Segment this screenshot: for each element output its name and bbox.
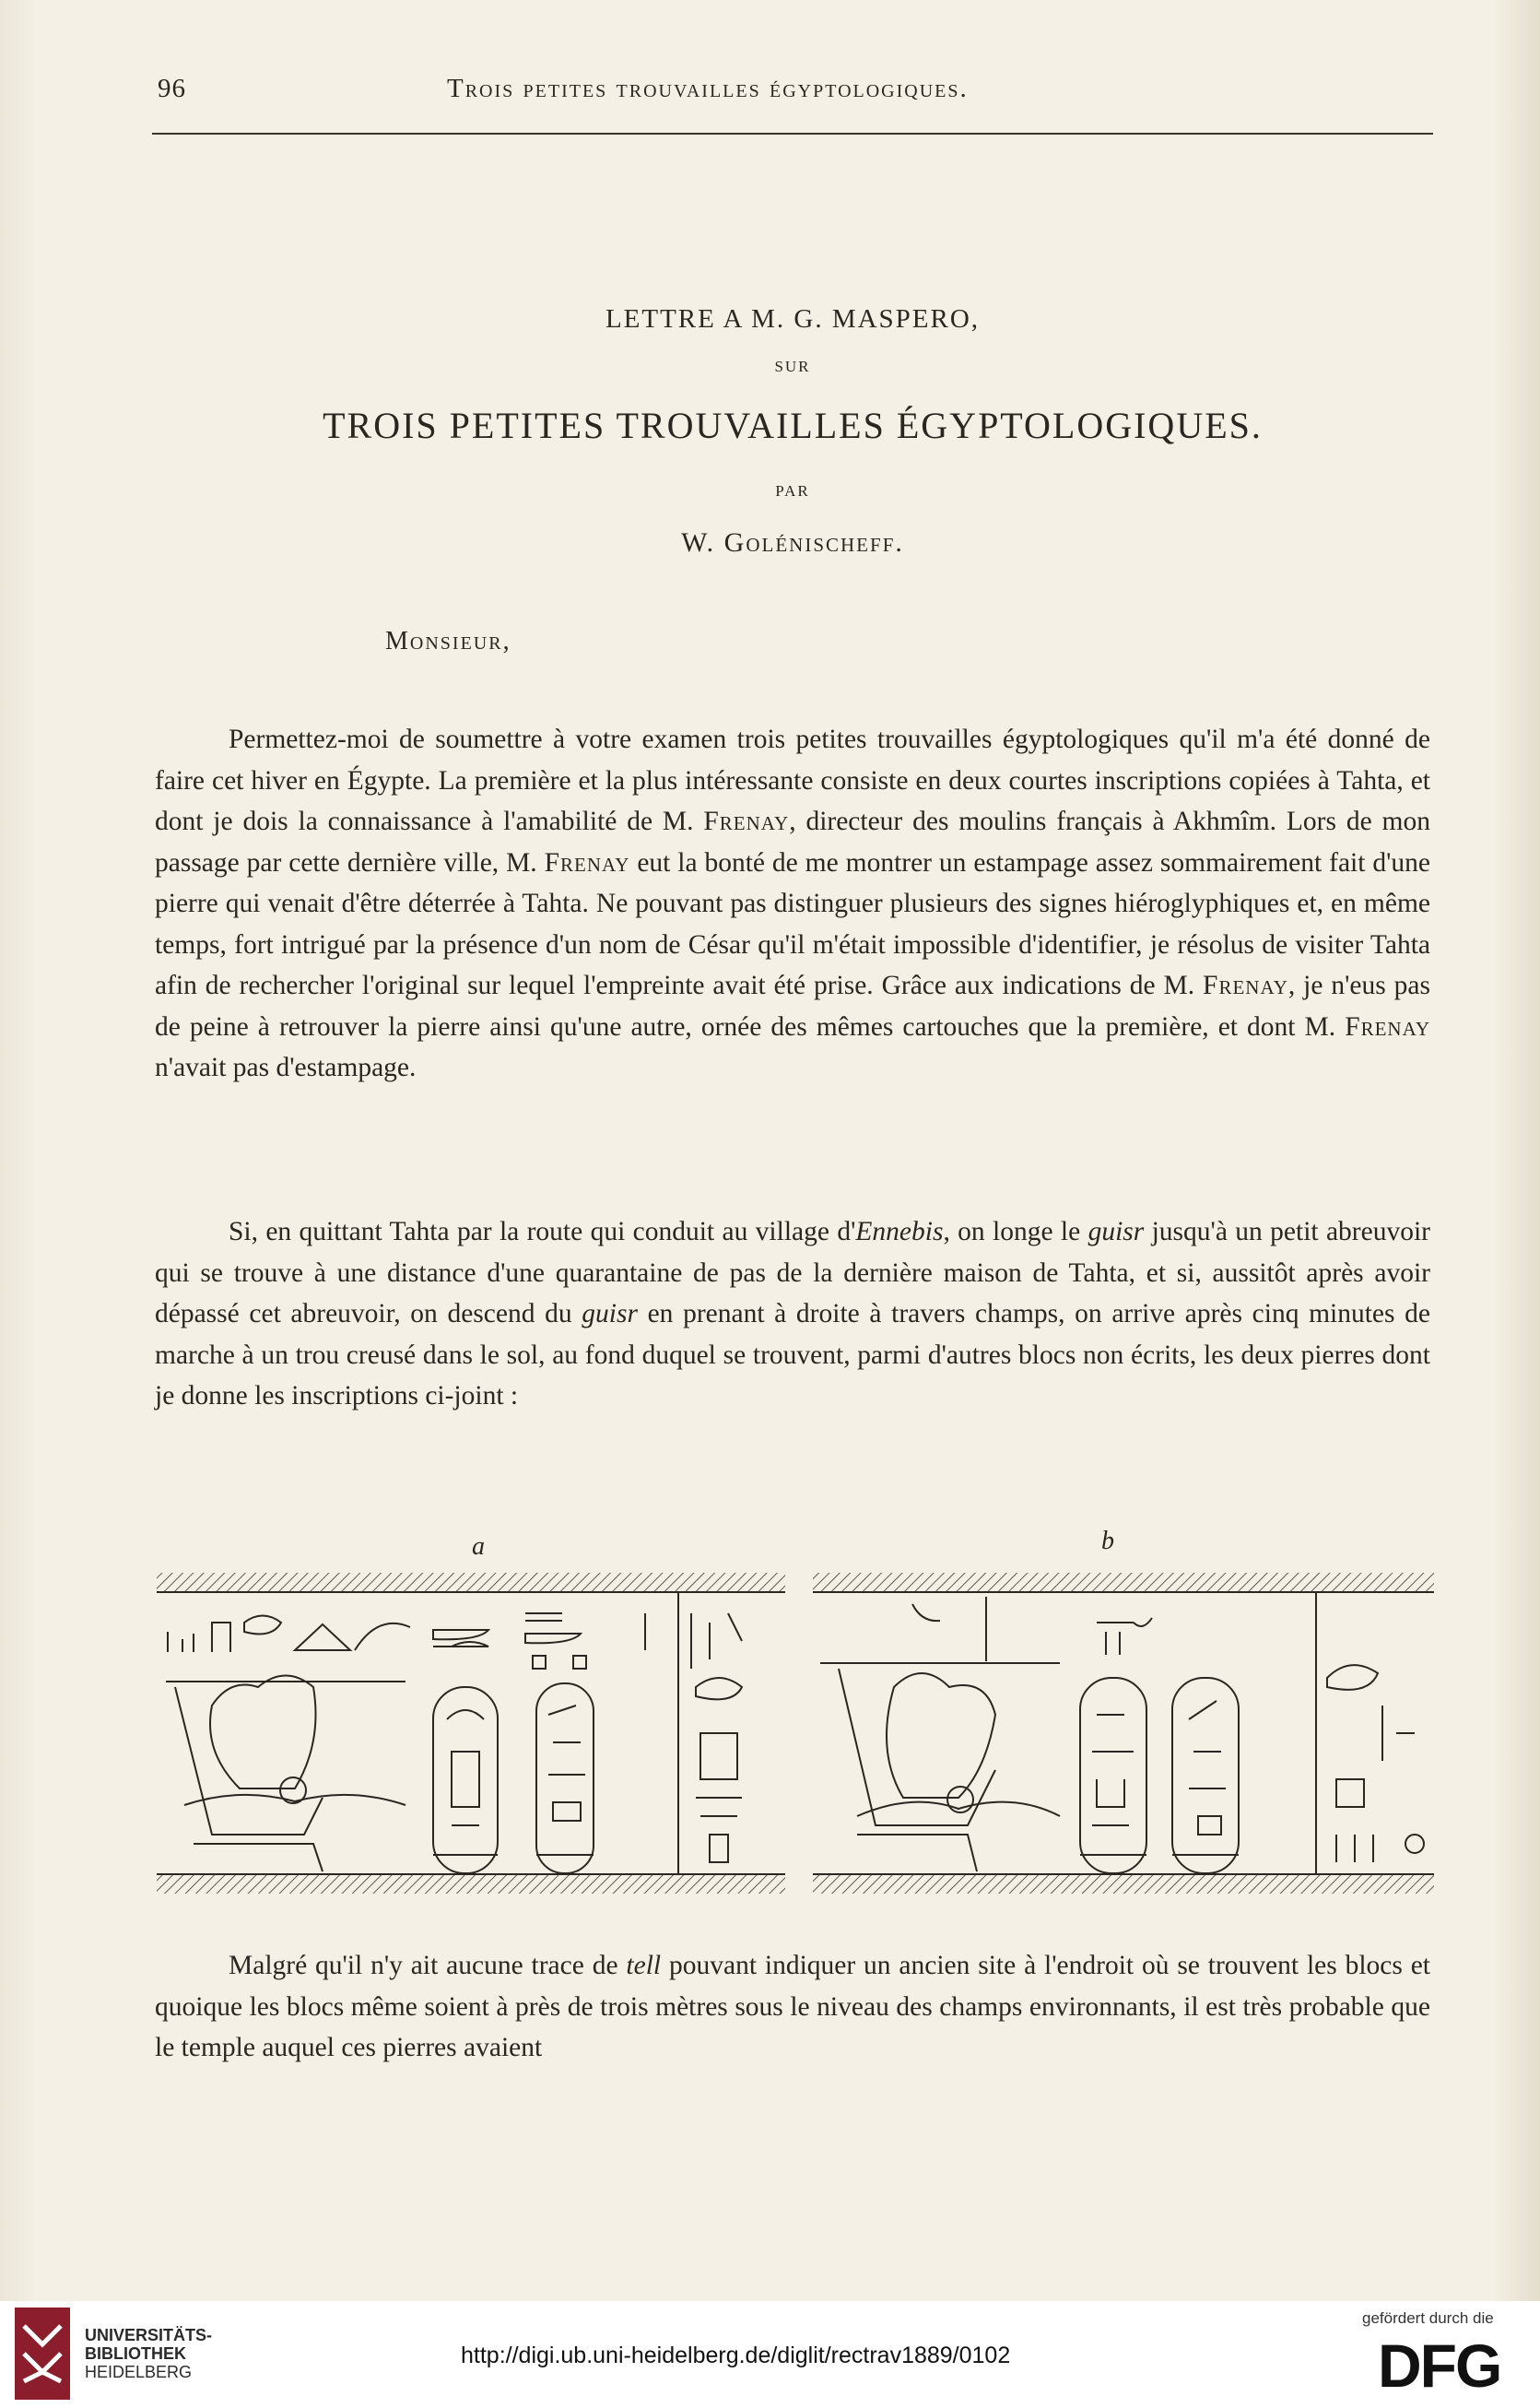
person-name: Frenay [1345,1011,1430,1042]
text-run: Malgré qu'il n'y ait aucune trace de [229,1951,627,1980]
running-title: Trois petites trouvailles égyptologiques. [447,74,969,103]
letter-title: LETTRE A M. G. MASPERO, [605,304,981,334]
hieroglyph-inscriptions-figure [157,1567,1434,1910]
article-title: TROIS PETITES TROUVAILLES ÉGYPTOLOGIQUES. [323,405,1263,446]
person-name: Frenay [1203,971,1288,1000]
term: tell [626,1951,662,1980]
paragraph-2 [155,1211,1430,1417]
person-name: Frenay [703,807,790,836]
institution-line: UNIVERSITÄTS- [85,2326,213,2344]
institution-line: HEIDELBERG [85,2363,193,2381]
text-run: n'avait pas d'estampage. [155,1053,417,1082]
running-head [152,74,1433,120]
figure-label-a: a [472,1532,485,1561]
text-run: , je n'eus pas de peine à retrouver la pierre ainsi qu'une autre, ornée des mêmes cartouches que la première, et dont M. [155,971,1430,1042]
text-run: en prenant à droite à travers champs, on arrive après cinq minutes de marche à un trou creusé dans le sol, au fond duquel se trouvent, parmi d'autres blocs non écrits, les deux pierres dont je donne les inscriptions ci-joint : [155,1299,1430,1411]
term: guisr [582,1299,638,1328]
permalink-url[interactable]: http://digi.ub.uni-heidelberg.de/diglit/rectrav1889/0102 [461,2343,1011,2368]
text-run: Si, en quittant Tahta par la route qui conduit au village d' [229,1217,856,1246]
place-name: Ennebis [855,1217,944,1246]
text-run: , on longe le [943,1217,1088,1246]
person-name: Frenay [544,847,630,878]
text-run: Permettez-moi de soumettre à votre examen trois petites trouvailles égyptologiques qu'il m'a été donné de faire cet hiver en Égypte. La première et la plus intéressante consiste en deux courtes inscriptions copiées à Tahta, et dont je dois la connaissance à l'amabilité de M. [155,725,1430,836]
funding-caption: gefördert durch die [1362,2309,1494,2327]
text-run: jusqu'à un petit abreuvoir qui se trouve à une distance d'une quarantaine de pas de la dernière maison de Tahta, et si, aussitôt après avoir dépassé cet abreuvoir, on descend du [155,1217,1430,1328]
figure-label-b: b [1101,1527,1114,1555]
paragraph-1 [155,719,1430,1089]
page-number: 96 [158,74,186,103]
university-library-name [85,2326,212,2381]
paragraph-3 [155,1945,1430,2069]
institution-line: BIBLIOTHEK [85,2344,186,2363]
inscription-b [813,1573,1434,1894]
header-rule [152,133,1433,135]
inscription-a [157,1573,785,1894]
term: guisr [1087,1217,1145,1246]
text-run: , directeur des moulins français à Akhmîm. Lors de mon passage par cette dernière ville, M. [155,807,1430,878]
author-name: W. Golénischeff. [681,527,904,558]
text-run: eut la bonté de me montrer un estampage assez sommairement fait d'une pierre qui venait d'être déterrée à Tahta. Ne pouvant pas distinguer plusieurs des signes hiéroglyphiques et, en même temps, fort intrigué par la présence d'un nom de César qu'il m'était impossible d'identifier, je résolus de visiter Tahta afin de rechercher l'original sur lequel l'empreinte avait été prise. Grâce aux indications de M. [155,847,1430,1000]
dfg-logo: DFG [1378,2331,1501,2400]
university-library-logo [15,2308,70,2400]
text-run: pouvant indiquer un ancien site à l'endroit où se trouvent les blocs et quoique les blocs même soient à près de trois mètres sous le niveau des champs environnants, il est très probable que le temple auquel ces pierres avaient [155,1951,1430,2062]
title-par: PAR [775,482,810,500]
salutation: Monsieur, [385,627,511,655]
title-sur: SUR [774,358,811,375]
